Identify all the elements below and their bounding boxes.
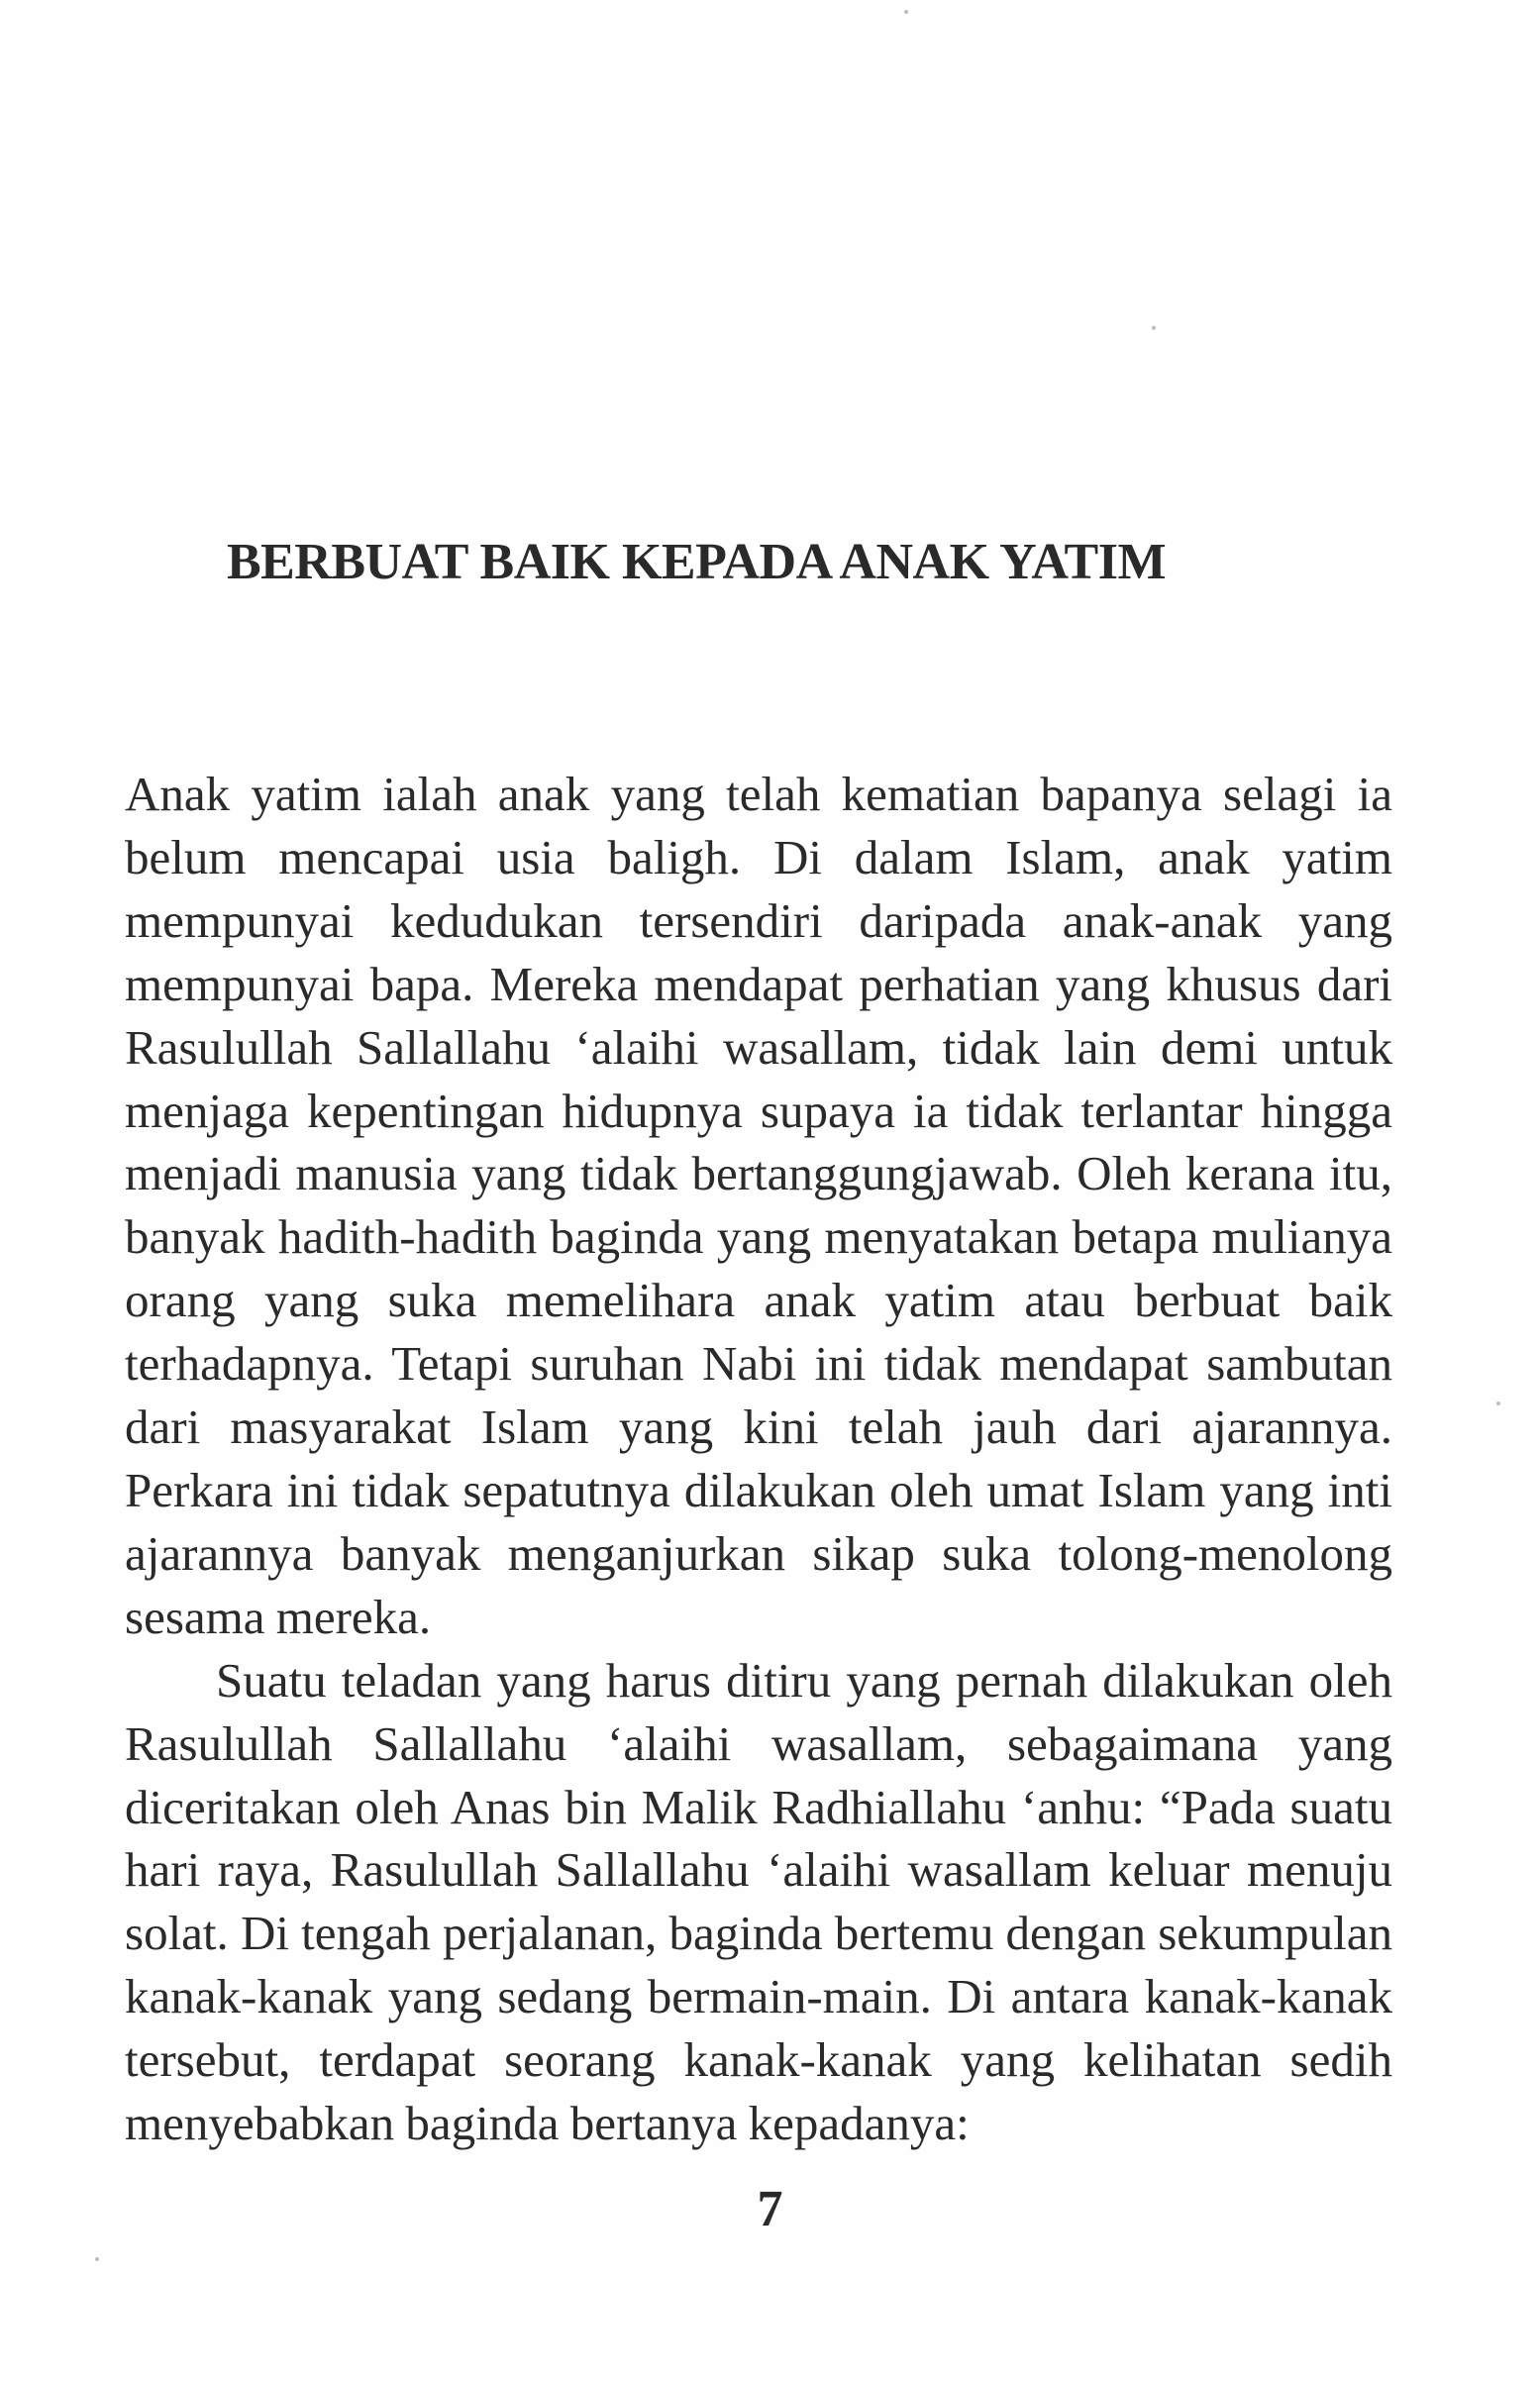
paper-speck [95,2257,99,2261]
paragraph: Suatu teladan yang harus ditiru yang pernah dilakukan oleh Rasulullah Sallallahu ‘alaihi wasallam, sebagaimana yang diceritakan oleh Anas bin Malik Radhiallahu ‘anhu: “Pada suatu hari raya, Rasulullah Sallallahu ‘alaihi wasallam keluar menuju solat. Di tengah perjalanan, baginda bertemu dengan sekumpulan kanak-kanak yang sedang bermain-main. Di antara kanak-kanak tersebut, terdapat seorang kanak-kanak yang kelihatan sedih menyebabkan baginda bertanya kepadanya: [125,1652,1392,2151]
paper-speck [904,10,908,14]
paper-speck [1496,1401,1500,1405]
body-text [125,763,1392,2155]
paper-speck [1152,326,1156,330]
page-number: 7 [757,2181,783,2237]
chapter-title: BERBUAT BAIK KEPADA ANAK YATIM [226,533,1167,590]
paragraph: Anak yatim ialah anak yang telah kematian bapanya selagi ia belum mencapai usia baligh. Di dalam Islam, anak yatim mempunyai kedudukan tersendiri daripada anak-anak yang mempunyai bapa. Mereka mendapat perhatian yang khusus dari Rasulullah Sallallahu ‘alaihi wasallam, tidak lain demi untuk menjaga kepentingan hidupnya supaya ia tidak terlantar hingga menjadi manusia yang tidak bertanggungjawab. Oleh kerana itu, banyak hadith-hadith baginda yang menyatakan betapa mulianya orang yang suka memelihara anak yatim atau berbuat baik terhadapnya. Tetapi suruhan Nabi ini tidak mendapat sambutan dari masyarakat Islam yang kini telah jauh dari ajarannya. Perkara ini tidak sepatutnya dilakukan oleh umat Islam yang inti ajarannya banyak menganjurkan sikap suka tolong-menolong sesama mereka. [125,767,1392,1644]
